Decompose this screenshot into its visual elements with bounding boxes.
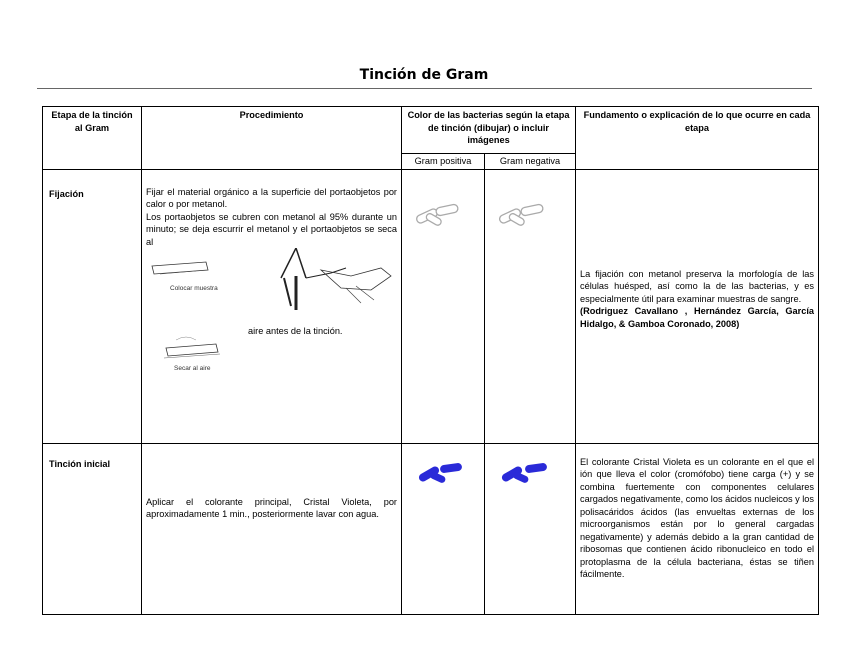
- gram-positive-fixation: [402, 169, 485, 443]
- gram-stain-table: [42, 106, 819, 615]
- procedure-initial: Aplicar el colorante principal, Cristal Violeta, por aproximadamente 1 min., posteriormente lavar con agua.: [142, 443, 402, 614]
- header-gram-negative: Gram negativa: [485, 154, 576, 170]
- gram-negative-fixation: [485, 169, 576, 443]
- basis-text: La fijación con metanol preserva la morfología de las células huésped, así como la de las bacterias, y es especialmente útil para examinar muestras de sangre.: [580, 268, 815, 304]
- procedure-text-3: aire antes de la tinción.: [248, 326, 343, 336]
- dropper-hand-image: [281, 248, 391, 310]
- slide-sample-image: [152, 262, 208, 274]
- header-procedure: Procedimiento: [142, 107, 402, 170]
- title-rule: [37, 88, 812, 89]
- procedure-illustrations: [146, 248, 397, 373]
- table-row: [43, 443, 819, 614]
- header-basis: Fundamento o explicación de lo que ocurre en cada etapa: [576, 107, 819, 170]
- bacteria-neg-fixation: [495, 198, 585, 238]
- img-label-1: Colocar muestra: [170, 285, 218, 292]
- header-color: Color de las bacterias según la etapa de tinción (dibujar) o incluir imágenes: [402, 107, 576, 154]
- bacillus-2: [435, 203, 458, 215]
- table-row: [43, 169, 819, 443]
- bacillus-2: [520, 203, 543, 215]
- header-stage: Etapa de la tinción al Gram: [43, 107, 142, 170]
- header-gram-positive: Gram positiva: [402, 154, 485, 170]
- bacillus-2: [440, 462, 463, 473]
- bacillus-2: [525, 462, 548, 473]
- stage-initial: Tinción inicial: [43, 443, 142, 614]
- stage-fixation: Fijación: [43, 169, 142, 443]
- basis-reference: (Rodriguez Cavallano , Hernández García, García Hidalgo, & Gamboa Coronado, 2008): [580, 306, 815, 329]
- basis-fixation: [576, 169, 819, 443]
- procedure-text-2: Los portaobjetos se cubren con metanol al 95% durante un minuto; se deja escurrir el metanol y el portaobjetos se seca al: [146, 211, 397, 247]
- basis-initial: El colorante Cristal Violeta es un colorante en el que el ión que lleva el color (cromófobo) tiene carga (+) y se combina fuertemente con componentes celulares cargados negativamente, como los ácidos nucleicos y los polisacáridos ácidos (las envueltas externas de los microorganismos están por lo general cargadas negativamente) y además debido a la gran cantidad de ribosomas que contienen ácido ribonucleico en todo el protoplasma de la célula bacteriana, éstas se tiñen fácilmente.: [576, 443, 819, 614]
- slide-drawings: [146, 248, 401, 373]
- slide-airdry-image: [164, 337, 220, 358]
- procedure-text-1: Fijar el material orgánico a la superficie del portaobjetos por calor o por metanol.: [146, 186, 397, 209]
- bacteria-neg-initial: [497, 458, 587, 498]
- img-label-2: Secar al aire: [174, 365, 211, 372]
- page-title: Tinción de Gram: [359, 67, 489, 83]
- gram-negative-initial: [485, 443, 576, 614]
- procedure-fixation: [142, 169, 402, 443]
- gram-positive-initial: [402, 443, 485, 614]
- bacteria-pos-fixation: [412, 198, 494, 238]
